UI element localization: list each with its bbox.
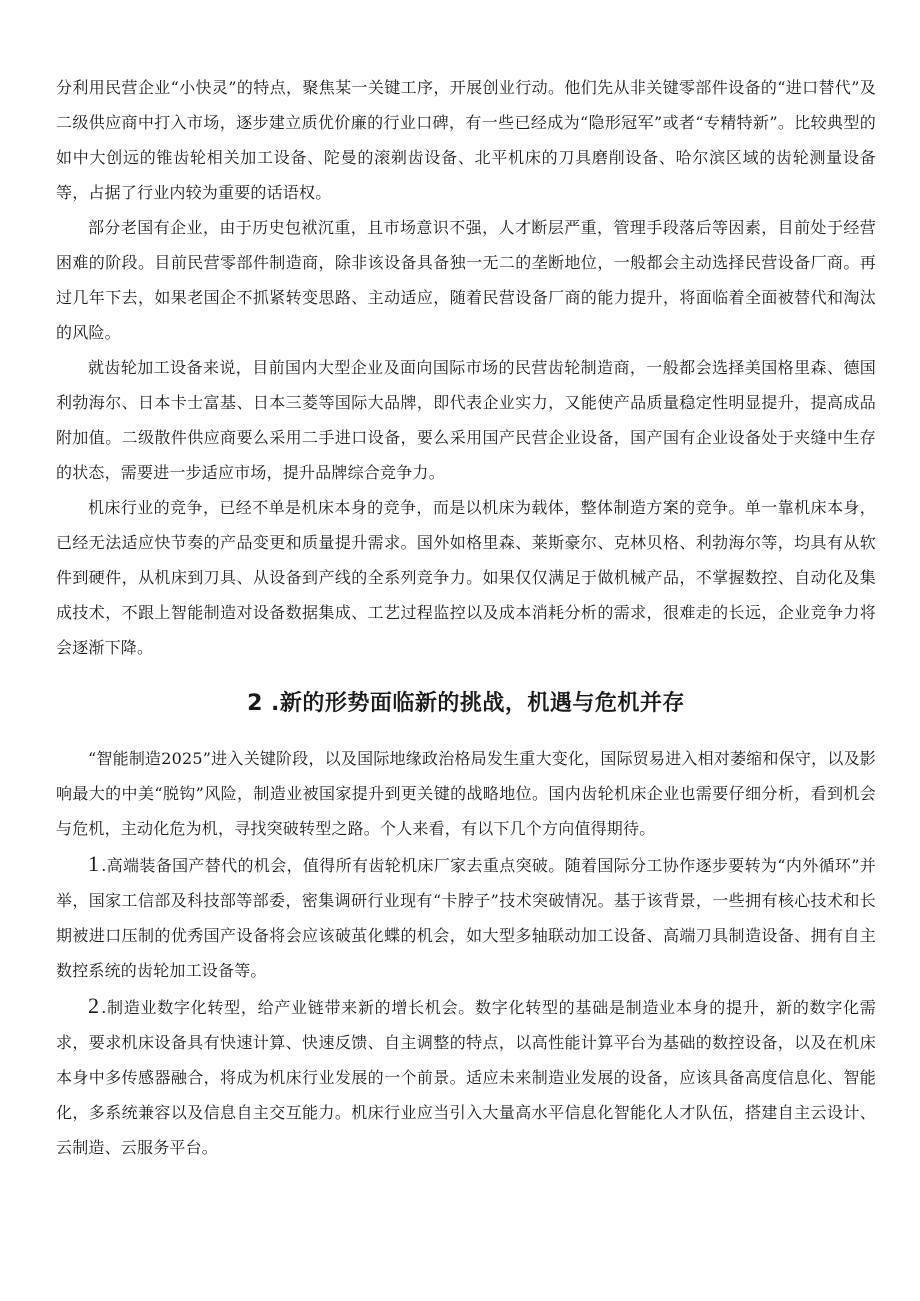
section-heading: 2 .新的形势面临新的挑战，机遇与危机并存: [247, 691, 685, 716]
list-number: 2: [88, 993, 100, 1018]
list-item-2: [56, 988, 876, 1165]
paragraph-continuation: 分利用民营企业“小快灵”的特点，聚焦某一关键工序，开展创业行动。他们先从非关键零部件设备的“进口替代”及二级供应商中打入市场，逐步建立质优价廉的行业口碑，有一些已经成为“隐形冠军”或者“专精特新”。比较典型的如中大创远的锥齿轮相关加工设备、陀曼的滚剃齿设备、北平机床的刀具磨削设备、哈尔滨区域的齿轮测量设备等，占据了行业内较为重要的话语权。: [56, 78, 876, 202]
list-item-1: [56, 846, 876, 988]
paragraph-intro: “智能制造2025”进入关键阶段，以及国际地缘政治格局发生重大变化，国际贸易进入相对萎缩和保守，以及影响最大的中美“脱钩”风险，制造业被国家提升到更关键的战略地位。国内齿轮机床企业也需要仔细分析，看到机会与危机，主动化危为机，寻找突破转型之路。个人来看，有以下几个方向值得期待。: [56, 749, 876, 838]
list-item-text: .制造业数字化转型，给产业链带来新的增长机会。数字化转型的基础是制造业本身的提升，新的数字化需求，要求机床设备具有快速计算、快速反馈、自主调整的特点，以高性能计算平台为基础的数控设备，以及在机床本身中多传感器融合，将成为机床行业发展的一个前景。适应未来制造业发展的设备，应该具备高度信息化、智能化，多系统兼容以及信息自主交互能力。机床行业应当引入大量高水平信息化智能化人才队伍，搭建自主云设计、云制造、云服务平台。: [56, 998, 876, 1157]
document-page: [56, 70, 876, 1165]
paragraph-machine-tool-competition: 机床行业的竞争，已经不单是机床本身的竞争，而是以机床为载体，整体制造方案的竞争。单一靠机床本身，已经无法适应快节奏的产品变更和质量提升需求。国外如格里森、莱斯豪尔、克林贝格、利勃海尔等，均具有从软件到硬件，从机床到刀具、从设备到产线的全系列竞争力。如果仅仅满足于做机械产品，不掌握数控、自动化及集成技术，不跟上智能制造对设备数据集成、工艺过程监控以及成本消耗分析的需求，很难走的长远，企业竞争力将会逐渐下降。: [56, 498, 876, 657]
paragraph-state-enterprises: 部分老国有企业，由于历史包袱沉重，且市场意识不强，人才断层严重，管理手段落后等因素，目前处于经营困难的阶段。目前民营零部件制造商，除非该设备具备独一无二的垄断地位，一般都会主动选择民营设备厂商。再过几年下去，如果老国企不抓紧转变思路、主动适应，随着民营设备厂商的能力提升，将面临着全面被替代和淘汰的风险。: [56, 218, 876, 342]
paragraph-gear-equipment: 就齿轮加工设备来说，目前国内大型企业及面向国际市场的民营齿轮制造商，一般都会选择美国格里森、德国利勃海尔、日本卡士富基、日本三菱等国际大品牌，即代表企业实力，又能使产品质量稳定性明显提升，提高成品附加值。二级散件供应商要么采用二手进口设备，要么采用国产民营企业设备，国产国有企业设备处于夹缝中生存的状态，需要进一步适应市场，提升品牌综合竞争力。: [56, 358, 876, 482]
list-number: 1: [88, 851, 100, 876]
list-item-text: .高端装备国产替代的机会，值得所有齿轮机床厂家去重点突破。随着国际分工协作逐步要转为“内外循环”并举，国家工信部及科技部等部委，密集调研行业现有“卡脖子”技术突破情况。基于该背景，一些拥有核心技术和长期被进口压制的优秀国产设备将会应该破茧化蝶的机会，如大型多轴联动加工设备、高端刀具制造设备、拥有自主数控系统的齿轮加工设备等。: [56, 856, 876, 980]
